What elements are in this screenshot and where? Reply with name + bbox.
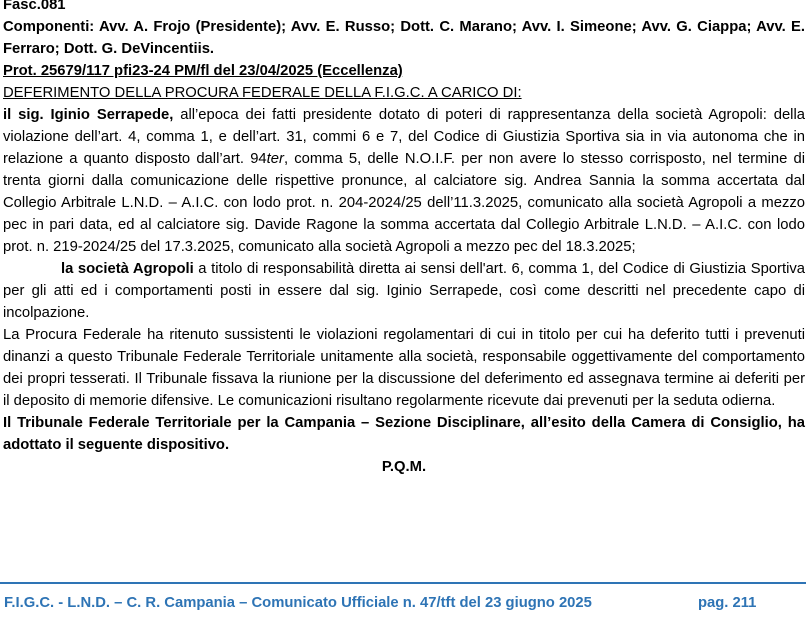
- serrapede-text-a: all’epoca dei fatti presidente dotato di poteri di rappresentanza della società Agropoli: della violazione dell’art. 4, comma 1, e dell’art. 31, commi 6 e 7, del Codice di Giustizia Sportiva sia in via autonoma che in relazione a quanto disposto dall’art. 94: [3, 107, 805, 167]
- footer-divider: [0, 582, 806, 584]
- serrapede-name: il sig. Iginio Serrapede,: [3, 107, 174, 123]
- pqm-heading: P.Q.M.: [381, 459, 427, 475]
- componenti-line: Componenti: Avv. A. Frojo (Presidente); Avv. E. Russo; Dott. C. Marano; Avv. I. Simeone; Avv. G. Ciappa; Avv. E. Ferraro; Dott. G. DeVincentiis.: [3, 19, 805, 57]
- fasc-number: Fasc.081: [3, 0, 66, 13]
- page-footer: [4, 593, 804, 613]
- paragraph-tribunale: Il Tribunale Federale Territoriale per la Campania – Sezione Disciplinare, all’esito della Camera di Consiglio, ha adottato il seguente dispositivo.: [3, 415, 805, 453]
- paragraph-procura: La Procura Federale ha ritenuto sussistenti le violazioni regolamentari di cui in titolo per cui ha deferito tutti i prevenuti dinanzi a questo Tribunale Federale Territoriale unitamente alla società, responsabile oggettivamente del comportamento dei propri tesserati. Il Tribunale fissava la riunione per la discussione del deferimento ed assegnava termine ai deferiti per il deposito di memorie difensive. Le comunicazioni risultano regolarmente ricevute dai prevenuti per la seduta odierna.: [3, 327, 805, 409]
- ter-italic: ter: [266, 151, 284, 167]
- paragraph-serrapede: [3, 104, 805, 258]
- agropoli-name: la società Agropoli: [61, 261, 194, 277]
- deferimento-heading: DEFERIMENTO DELLA PROCURA FEDERALE DELLA F.I.G.C. A CARICO DI:: [3, 85, 522, 101]
- agropoli-text: a titolo di responsabilità diretta ai sensi dell'art. 6, comma 1, del Codice di Giustizia Sportiva per gli atti ed i comportamenti posti in essere dal sig. Iginio Serrapede, così come descritti nel precedente capo di incolpazione.: [3, 261, 805, 321]
- document-body: [3, 0, 805, 478]
- paragraph-agropoli: [3, 258, 805, 324]
- footer-text: F.I.G.C. - L.N.D. – C. R. Campania – Comunicato Ufficiale n. 47/tft del 23 giugno 2025: [4, 595, 592, 611]
- serrapede-text-b: , comma 5, delle N.O.I.F. per non avere lo stesso corrisposto, nel termine di trenta giorni dalla comunicazione delle rispettive pronunce, al calciatore sig. Andrea Sannia la somma accertata dal Collegio Arbitrale L.N.D. – A.I.C. con lodo prot. n. 204-2024/25 dell’11.3.2025, comunicato alla società Agropoli a mezzo pec in pari data, ed al calciatore sig. Davide Ragone la somma accertata dal Collegio Arbitrale L.N.D. – A.I.C. con lodo prot. n. 219-2024/25 del 17.3.2025, comunicato alla società Agropoli a mezzo pec del 18.3.2025;: [3, 151, 805, 255]
- protocol-line: Prot. 25679/117 pfi23-24 PM/fl del 23/04/2025 (Eccellenza): [3, 63, 403, 79]
- page-number: pag. 211: [698, 595, 757, 611]
